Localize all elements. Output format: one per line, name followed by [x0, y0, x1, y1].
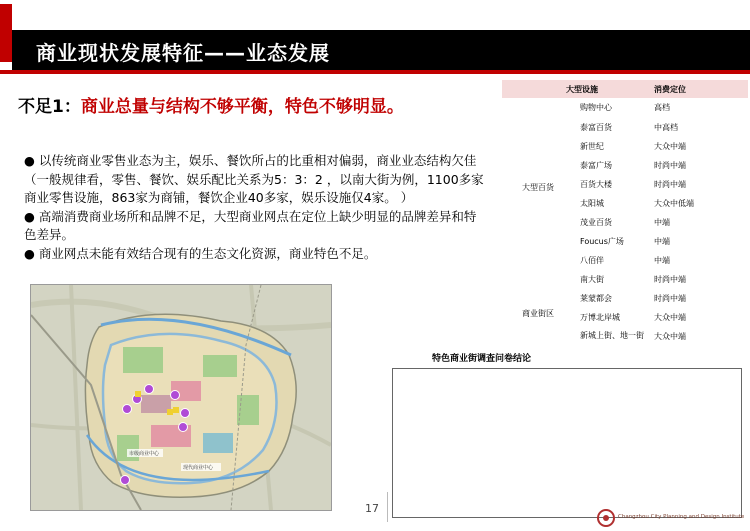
- map-label: 现代商业中心: [183, 465, 214, 471]
- table-header-row: [502, 80, 748, 98]
- table-cell-positioning: 时尚中端: [654, 275, 686, 284]
- institute-name: Changzhou City Planning and Design Institute: [618, 514, 745, 520]
- bullet-item: ● 高端消费商业场所和品牌不足，大型商业网点在定位上缺少明显的品牌差异和特色差异。: [24, 208, 477, 243]
- table-category: 商业街区: [522, 309, 554, 318]
- bullet-item: ● 商业网点未能有效结合现有的生态文化资源，商业特色不足。: [24, 245, 377, 261]
- institute-logo-icon: [596, 508, 616, 528]
- table-cell-facility: 莱蒙都会: [580, 294, 612, 303]
- page-title: 商业现状发展特征——业态发展: [36, 41, 330, 65]
- table-cell-facility: 茂业百货: [580, 218, 612, 227]
- table-cell-positioning: 中端: [654, 256, 670, 265]
- table-cell-facility: 百货大楼: [580, 180, 612, 189]
- table-cell-facility: 泰富百货: [580, 123, 612, 132]
- survey-title: 特色商业街调查问卷结论: [432, 354, 532, 364]
- bullet-item: ● 以传统商业零售业态为主，娱乐、餐饮所占的比重相对偏弱，商业业态结构欠佳（一般规律看，零售、餐饮、娱乐配比关系为5：3：2 ，以南大街为例，1100多家商业零售设施，863家为商铺，餐饮企业40多家，娱乐设施仅4家。 ）: [24, 153, 484, 206]
- table-cell-positioning: 时尚中端: [654, 180, 686, 189]
- table-category: 大型百货: [522, 183, 554, 192]
- header-red-underline: [0, 70, 750, 74]
- table-cell-positioning: 大众中端: [654, 142, 686, 151]
- table-cell-positioning: 中高档: [654, 123, 678, 132]
- table-cell-facility: Foucus广场: [580, 237, 624, 246]
- subheading-highlight: 商业总量与结构不够平衡，特色不够明显。: [80, 97, 404, 117]
- table-cell-facility: 购物中心: [580, 103, 612, 112]
- footer-divider: [387, 492, 388, 522]
- page-number: 17: [365, 502, 379, 515]
- table-cell-positioning: 时尚中端: [654, 294, 686, 303]
- bullet-list: [24, 152, 484, 264]
- subheading: [18, 92, 404, 117]
- table-cell-positioning: 时尚中端: [654, 161, 686, 170]
- commercial-map: [30, 284, 332, 511]
- survey-chart-box: [392, 368, 745, 520]
- table-cell-facility: 八佰伴: [580, 256, 604, 265]
- table-cell-positioning: 中端: [654, 237, 670, 246]
- table-header-facility: 大型设施: [566, 85, 598, 94]
- table-cell-positioning: 大众中端: [654, 313, 686, 322]
- table-cell-facility: 太阳城: [580, 199, 604, 208]
- table-cell-facility: 南大街: [580, 275, 604, 284]
- table-cell-positioning: 高档: [654, 103, 670, 112]
- table-cell-positioning: 大众中端: [654, 332, 686, 341]
- header-banner: [0, 0, 750, 76]
- table-cell-facility: 万博北岸城: [580, 313, 620, 322]
- institute-logo-area: [596, 500, 750, 531]
- table-cell-facility: 泰富广场: [580, 161, 612, 170]
- table-cell-positioning: 中端: [654, 218, 670, 227]
- header-red-block: [0, 4, 12, 62]
- table-header-positioning: 消费定位: [654, 85, 686, 94]
- subheading-lead: 不足1：: [18, 97, 81, 117]
- table-cell-positioning: 大众中低端: [654, 199, 694, 208]
- map-label: 市级商业中心: [129, 451, 160, 457]
- table-cell-facility: 新城上街、地一街: [580, 331, 644, 340]
- map-graphic: [31, 285, 331, 510]
- table-cell-facility: 新世纪: [580, 142, 604, 151]
